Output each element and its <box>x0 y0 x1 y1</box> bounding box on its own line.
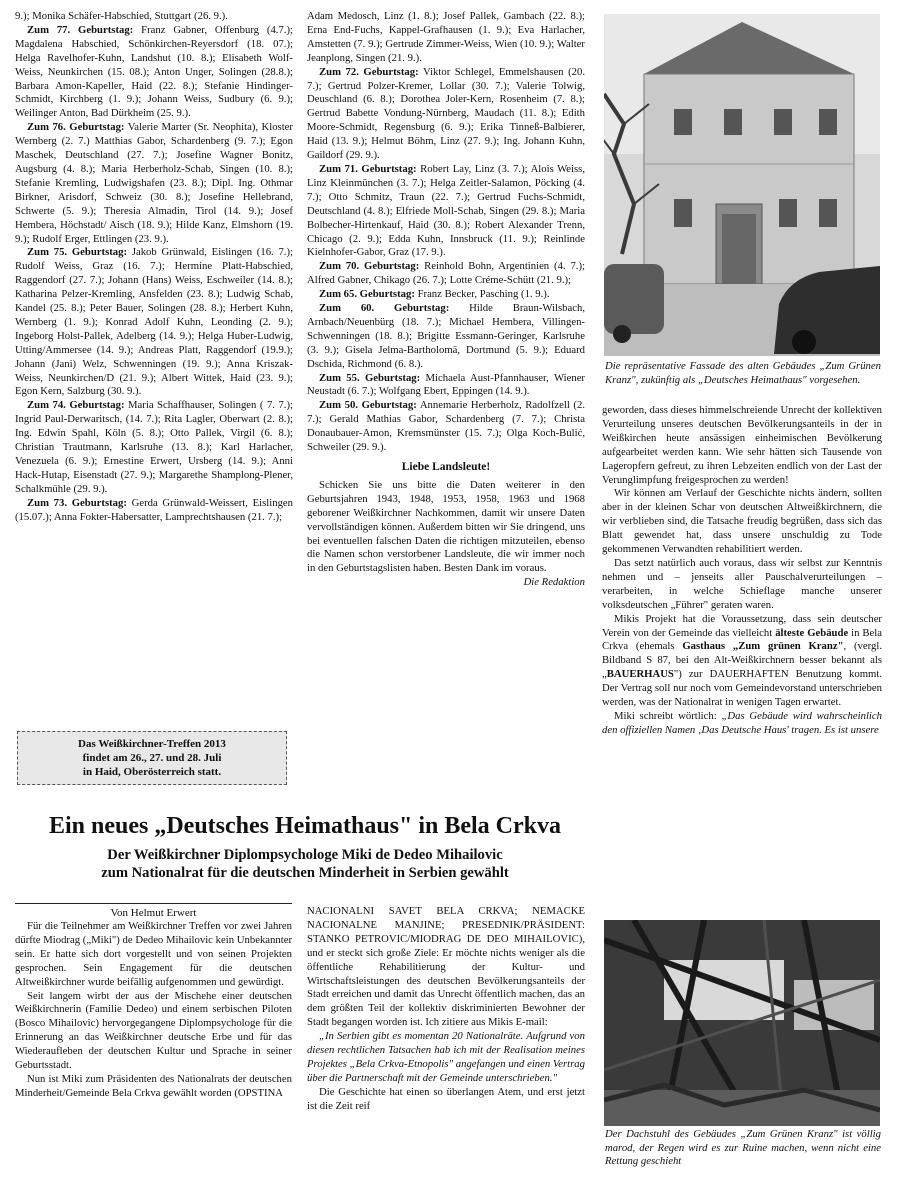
list-item: Zum 75. Geburtstag: Jakob Grünwald, Eislingen (16. 7.); Rudolf Weiss, Graz (16. 7.); Hermine Platt-Habschied, Raggendorf (27. 7.); Johann (Hans) Weiss, Eschweiler (14. 8.); Katharina Pelzer-Kremling, Ansfelden (23. 8.); Ludwig Schab, Kandel (25. 8.); Peter Bauer, Solingen (28. 8.); Herbert Kuhn, Wernberg (1. 9.); Konrad Adolf Kuhn, Leonding (2. 9.); Ingeborg Holst-Pallek, Adelberg (14. 9.); Helga Huber-Ludwig, Utting/Ammersee (14. 9.); Andreas Platt, Raggendorf (19.9.); Johann (Jani) Welz, Schwenningen (19. 9.); Anna Kriszak-Weiss, Neunkirchen/D (21. 9.); Albert Wittek, Haid (23. 9.); Egon Kern, Salzburg (30. 9.). <box>15 246 294 398</box>
article-column-right <box>602 404 882 738</box>
paragraph: Wir können am Verlauf der Geschichte nichts ändern, sollten aber in der kleinen Schar von deutschen Altweißkirchnern, die wir verblieben sind, die Tatsache freudig begrüßen, dass sich das Blatt gewendet hat, dass unsere unschuldig zu Tode gekommenen Verwandten rehabilitiert werden. <box>602 487 882 556</box>
appeal-title: Liebe Landsleute! <box>401 461 491 473</box>
article-subheadline <box>15 846 595 882</box>
photo-caption-facade: Die repräsentative Fassade des alten Gebäudes „Zum Grünen Kranz", zukünftig als „Deutsches Heimathaus" vorgesehen. <box>605 360 881 386</box>
paragraph: Mikis Projekt hat die Voraussetzung, dass sein deutscher Verein von der Gemeinde das vielleicht älteste Gebäude in Bela Crkva (ehemals Gasthaus „Zum grünen Kranz", (vergl. Bildband S 87, bei den Alt-Weißkirchnern besser bekannt als „BAUERHAUS") zur DAUERHAFTEN Benutzung kommt. Der Vertrag soll nur noch vom Gemeindevorstand unterschrieben werden, was der Nationalrat in wenigen Tagen erwartet. <box>602 612 882 709</box>
building-facade-photo <box>604 14 880 356</box>
list-item: Zum 55. Geburtstag: Michaela Aust-Pfannhauser, Wiener Neustadt (6. 7.); Wolfgang Ebert, Eppingen (14. 9.). <box>307 371 585 398</box>
list-item: Zum 74. Geburtstag: Maria Schaffhauser, Solingen ( 7. 7.); Ingrid Paul-Derwaritsch, (14. 7.); Rita Lagler, Oberwart (2. 8.); Ing. Edwin Spahl, Köln (5. 8.); Otto Pallek, Virgil (6. 8.); Christian Trautmann, Karlsruhe (13. 8.); Karl Harlacher, Venezuela (6. 9.); Ernestine Erwert, Ursberg (14. 9.); Anni Hack-Hutap, Eisenstadt (27. 9.); Margarethe Shamplong-Plener, Schalkmühle (29. 9.). <box>15 399 293 495</box>
list-item: Zum 70. Geburtstag: Reinhold Bohn, Argentinien (4. 7.); Alfred Gabner, Chikago (26. 7.); Lotte Créme-Schütt (21. 9.); <box>307 260 586 287</box>
list-item: 9.); Monika Schäfer-Habschied, Stuttgart (26. 9.). <box>15 10 228 22</box>
editorial-signature: Die Redaktion <box>523 576 585 589</box>
subhead-line: Der Weißkirchner Diplompsychologe Miki de Dedeo Mihailovic <box>107 847 503 863</box>
birthday-column-middle <box>307 10 585 590</box>
notice-line: Das Weißkirchner-Treffen 2013 <box>78 738 226 750</box>
subhead-line: zum Nationalrat für die deutschen Minderheit in Serbien gewählt <box>101 865 509 881</box>
paragraph: Die Geschichte hat einen so überlangen Atem, und erst jetzt ist die Zeit reif <box>307 1085 585 1112</box>
paragraph: NACIONALNI SAVET BELA CRKVA; NEMACKE NACIONALNE MANJINE; PRESEDNIK/PRÄSIDENT: STANKO PETROVIC/MIODRAG DE DEO MIHAILOVIC), und er steckt sich große Ziele: Er möchte nichts weniger als die öffentliche Rehabilitierung der Kultur- und Wirtschaftsleistungen des deutschen Bevölkerungsanteils der Stadt erreichen und damit das Unrecht öffentlich machen, das an dem größten Teil der kollektiv diskriminierten Bewohner der Stadt begangen worden ist. Ich zitiere aus Mikis E-mail: <box>307 905 585 1029</box>
list-item: Zum 73. Geburtstag: Gerda Grünwald-Weissert, Eislingen (15.07.); Anna Fokter-Habersatter, Lamprechtshausen (21. 7.); <box>15 496 294 523</box>
list-item: Zum 60. Geburtstag: Hilde Braun-Wilsbach, Arnbach/Neuenbürg (18. 7.); Michael Hembera, Villingen-Schwenningen (18. 8.); Brigitte Essmann-Geringer, Karlsruhe (3. 9.); Gisela Jelma-Bartholomä, Dortmund (5. 9.); Eduard Dschida, Richmond (6. 8.). <box>307 302 586 370</box>
list-item: Zum 72. Geburtstag: Viktor Schlegel, Emmelshausen (20. 7.); Gertrud Polzer-Kremer, Lollar (30. 7.); Valerie Tolwig, Deuschland (6. 8.); Dorothea Joler-Kern, Rosenheim (7. 8.); Gertrud Babette Vondung-Nürnberg, Maudach (11. 8.); Edith Moore-Schmidt, Regensburg (6. 9.); Erika Tinneß-Balbierer, Haid (13. 9.); Helmut Böhm, Linz (27. 9.); Ing. Johann Kuhn, Gaildorf (29. 9.). <box>307 65 585 162</box>
photo-caption-roof: Der Dachstuhl des Gebäudes „Zum Grünen Kranz" ist völlig marod, der Regen wird es zur Ruine machen, wenn nicht eine Rettung geschieht <box>605 1128 881 1168</box>
list-item: Adam Medosch, Linz (1. 8.); Josef Pallek, Gambach (22. 8.); Erna End-Fuchs, Kappel-Grafhausen (1. 9.); Eva Harlacher, Amstetten (7. 9.); Gertrude Zimmer-Weiss, Wien (10. 9.); Walter Jeanplong, Singen (21. 9.). <box>307 10 585 64</box>
roof-truss-photo <box>604 920 880 1126</box>
meeting-notice-box <box>17 731 287 785</box>
appeal-text: Schicken Sie uns bitte die Daten weiterer in den Geburtsjahren 1943, 1948, 1953, 1958, 1963 und 1968 geborener Weißkirchner Nachkommen, damit wir unsere Daten vervollständigen können. Außerdem bitten wir Sie dringend, uns bei eventuellen falschen Daten die richtigen mitzuteilen, ebenso die Namen schon verstorbener Landsleute, die wir immer noch in den Geburtstagslisten haben. Besten Dank im voraus. <box>307 478 585 575</box>
byline: Von Helmut Erwert <box>15 903 292 920</box>
article-column-left <box>15 920 292 1101</box>
birthday-column-left <box>15 10 293 525</box>
article-column-middle <box>307 905 585 1114</box>
paragraph: Nun ist Miki zum Präsidenten des Nationalrats der deutschen Minderheit/Gemeinde Bela Crkva gewählt worden (OPSTINA <box>15 1072 292 1099</box>
paragraph: Das setzt natürlich auch voraus, dass wir selbst zur Kenntnis nehmen und – jenseits aller Pauschalverurteilungen – verarbeiten, in welche Schieflage manche unserer volksdeutschen „Führer" geraten waren. <box>602 556 882 611</box>
list-item: Zum 76. Geburtstag: Valerie Marter (Sr. Neophita), Kloster Wernberg (2. 7.) Matthias Gabor, Schardenberg (9. 7.); Egon Maschek, Deutschland (27. 7.); Josefine Wagner Bonitz, Augsburg (4. 8.); Maria Herberholz-Schab, Singen (10. 8.); Stefanie Kremling, Ludwigshafen (23. 8.); Dipl. Ing. Othmar Birkner, Arisdorf, Schweiz (30. 8.); Josefine Hellebrand, Schwerte (5. 9.); Theresia Almadin, Tirol (14. 9.); Josef Hembera, Höchstadt/ Aisch (18. 9.); Hilde Kanz, Elmshorn (19. 9.); Rudolf Erger, Ettlingen (23. 9.). <box>15 121 293 245</box>
notice-line: findet am 26., 27. und 28. Juli <box>82 752 222 764</box>
paragraph: Seit langem wirbt der aus der Mischehe einer deutschen Weißkirchnerin (Familie Dedeo) und einem serbischen Piloten (Bosco Mihailovic) hervorgegangene Diplompsychologe für die Erinnerung an das Weißkirchner deutsche Erbe und für das Wiederaufleben der deutschen Kultur und Sprache in seiner Geburtsstadt. <box>15 989 292 1072</box>
list-item: Zum 77. Geburtstag: Franz Gabner, Offenburg (4.7.); Magdalena Habschied, Schönkirchen-Reyersdorf (18. 07.); Helga Ravelhofer-Kuhn, Landshut (10. 8.); Elisabeth Wolf-Weiss, Neunkirchen (15. 08.); Anton Unger, Solingen (28.8.); Barbara Amon-Kapeller, Haid (22. 8.); Stefanie Hindinger-Schmidt, Kirchberg (1. 9.); Johann Weiss, Sudbury (6. 9.); Weilinger Anton, Bad Dürkheim (25. 9.). <box>15 23 294 120</box>
paragraph: Für die Teilnehmer am Weißkirchner Treffen vor zwei Jahren dürfte Miodrag („Miki") de Dedeo Mihailovic kein Unbekannter sein. Er hatte sich dort vorgestellt und von seinen Projekten gesprochen. Sein Engagement für die deutschen Altweißkirchner wurde beifällig aufgenommen und gewürdigt. <box>15 920 292 988</box>
list-item: Zum 71. Geburtstag: Robert Lay, Linz (3. 7.); Alois Weiss, Linz Kleinmünchen (3. 7.); Helga Zeitler-Salamon, Pöcking (4. 7.); Otto Schmitz, Traun (22. 7.); Gertrud Fuchs-Schmidt, Deutschland (4. 8.); Elfriede Moll-Schab, Singen (29. 8.); Maria Bolbecher-Hirtenkauf, Haid (30. 8.); Robert Alexander Trenn, Chicago (2. 9.); Edda Kuhn, Innsbruck (11. 9.); Reinlinde Kielnhofer-Gabor, Graz (17. 9.). <box>307 162 585 259</box>
notice-line: in Haid, Oberösterreich statt. <box>82 766 222 778</box>
article-headline: Ein neues „Deutsches Heimathaus" in Bela Crkva <box>48 813 562 839</box>
list-item: Zum 65. Geburtstag: Franz Becker, Pasching (1. 9.). <box>319 288 550 301</box>
list-item: Zum 50. Geburtstag: Annemarie Herberholz, Radolfzell (2. 7.); Gerald Mathias Gabor, Schardenberg (7. 7.); Christa Donaubauer-Amon, Kremsmünster (15. 7.); Olga Koch-Bulić, Schweiler (29. 9.). <box>307 399 586 454</box>
quote: „In Serbien gibt es momentan 20 Nationalräte. Aufgrund von diesen rechtlichen Tatsachen hab ich mit der Realisation meines Projektes „Bela Crkva-Etnopolis" angefangen und einen Vertrag über die Partnerschaft mit der Gemeinde unterschrieben." <box>307 1030 585 1084</box>
paragraph: geworden, dass dieses himmelschreiende Unrecht der kollektiven Verurteilung unseres deutschen Bevölkerungsanteils in der in Weißkirchen heute ansässigen einheimischen Bevölkerung aufgearbeitet werden kann. Wie sehr hätten sich Tausende von Lageropfern gefreut, zu ihren Lebzeiten endlich von der Last der Verunglimpfung freigesprochen zu werden! <box>602 404 882 486</box>
paragraph: Miki schreibt wörtlich: „Das Gebäude wird wahrscheinlich den offiziellen Namen ‚Das Deutsche Haus' tragen. Es ist unsere <box>602 709 882 736</box>
